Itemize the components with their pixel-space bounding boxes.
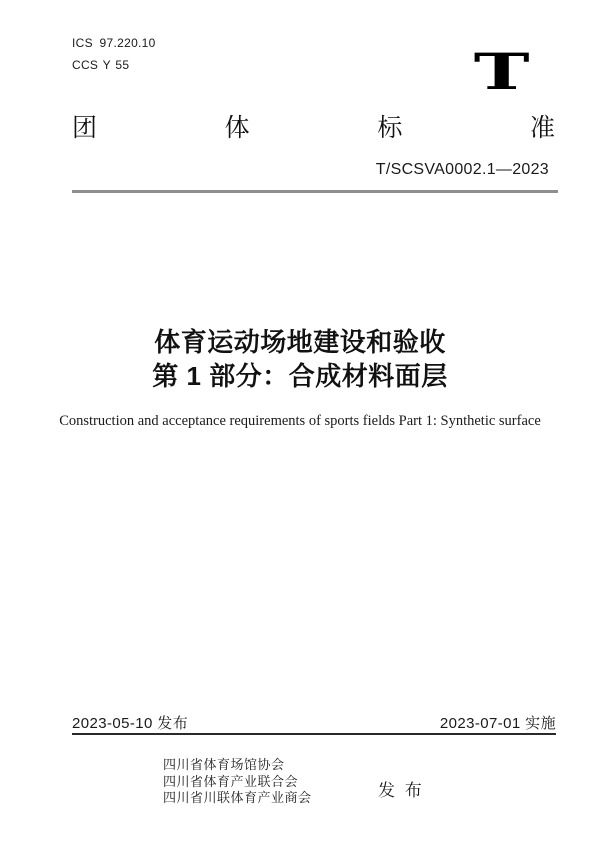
title-cn-line2: 第 1 部分：合成材料面层	[152, 361, 448, 391]
group-standard-logo	[470, 42, 534, 101]
issuing-body-3: 四川省川联体育产业商会	[163, 790, 312, 805]
document-title-cn	[0, 325, 600, 393]
implementation-date: 2023-07-01 实施	[439, 715, 556, 732]
dates-row	[72, 716, 556, 732]
ccs-code: CCS Y 55	[72, 58, 130, 72]
header-divider	[72, 190, 558, 193]
issue-date: 2023-05-10 发布	[72, 715, 189, 732]
ics-code: ICS 97.220.10	[72, 36, 156, 50]
issuing-body-1: 四川省体育场馆协会	[163, 757, 285, 772]
footer-divider	[72, 733, 556, 735]
issuing-body-2: 四川省体育产业联合会	[163, 773, 299, 789]
standard-type-char-2: 体	[224, 114, 250, 142]
issue-label: 发 布	[378, 781, 422, 800]
standard-type-char-3: 标	[377, 114, 403, 142]
document-title-en: Construction and acceptance requirements of sports fields Part 1: Synthetic surface	[59, 413, 541, 429]
standard-number: T/SCSVA0002.1—2023	[375, 161, 549, 178]
t-logo-icon: T	[474, 42, 530, 101]
standard-type-char-4: 准	[529, 114, 555, 142]
title-cn-line1: 体育运动场地建设和验收	[154, 327, 446, 357]
standard-type-char-1: 团	[72, 114, 98, 142]
issuing-bodies-list	[163, 757, 312, 807]
standard-type-title	[72, 116, 555, 141]
